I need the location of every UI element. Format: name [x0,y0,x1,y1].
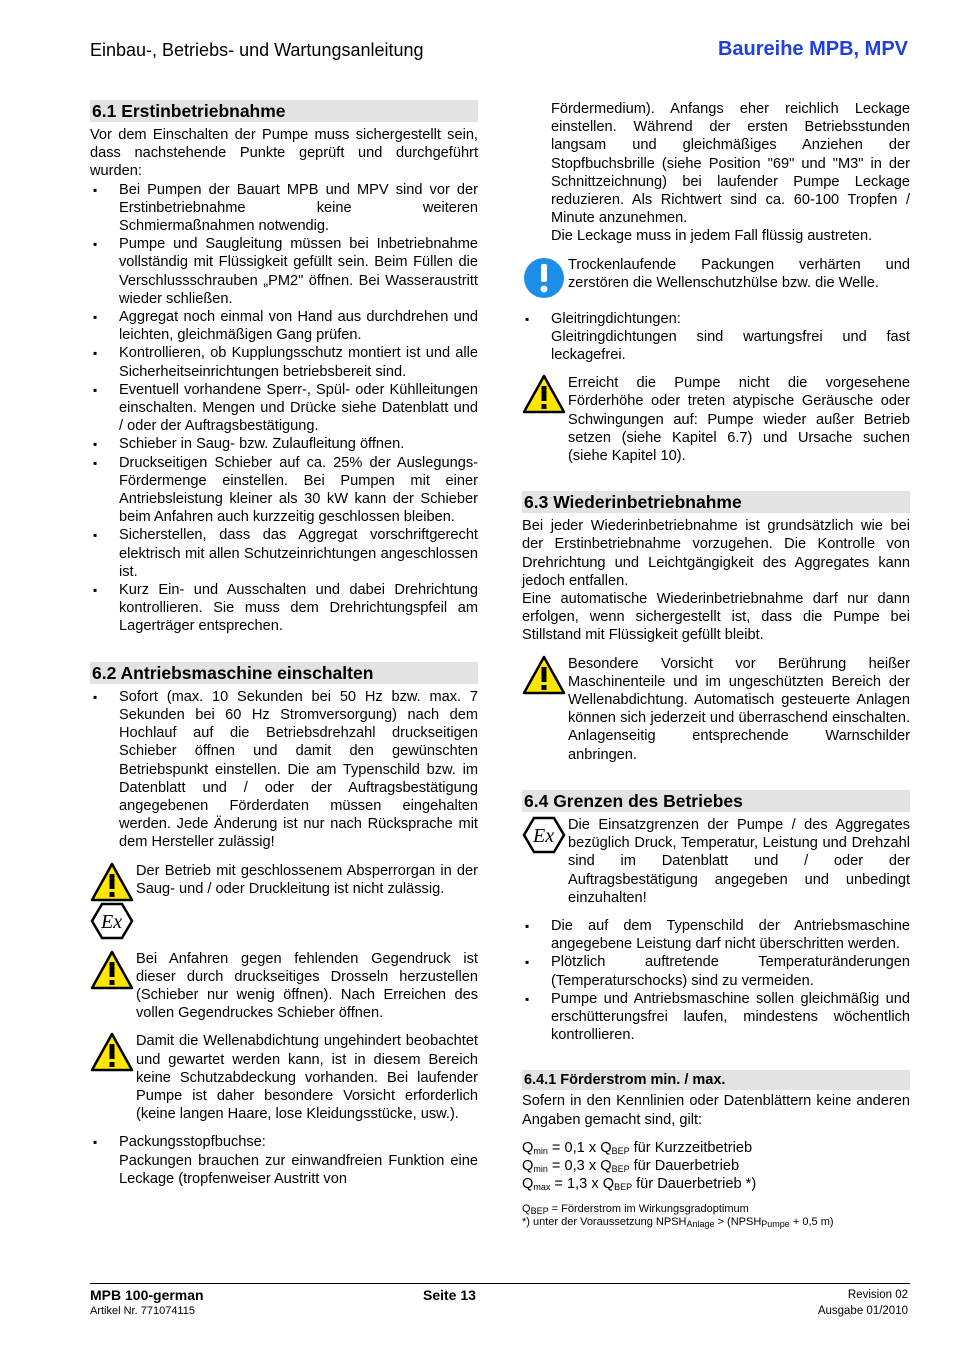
footer-page-number: Seite 13 [423,1287,476,1303]
info-exclamation-icon [522,256,566,300]
list [522,917,910,1044]
list-item: ▪ Bei Pumpen der Bauart MPB und MPV sind vor der Erstinbetriebnahme keine weiteren Schmiermaßnahmen notwendig. [90,181,478,236]
footer-revision: Revision 02 [847,1289,908,1301]
ex-block [522,816,910,907]
warning-block [90,862,478,940]
svg-text:Ex: Ex [533,824,555,847]
list-item: ▪ Schieber in Saug- bzw. Zulaufleitung öffnen. [90,435,478,453]
footer-divider [90,1283,910,1284]
list-item [522,310,910,365]
warning-triangle-icon [90,950,134,990]
list-item: ▪ Kontrollieren, ob Kupplungsschutz montiert ist und alle Sicherheitseinrichtungen betriebsbereit sind. [90,344,478,380]
warning-text: Besondere Vorsicht vor Berührung heißer Maschinenteile und im ungeschützten Bereich der Wellenabdichtung. Automatisch gesteuerte Anlagen können sich jederzeit und überraschend einschalten. Anlagenseitig entsprechende Warnschilder anbringen. [568,655,910,763]
info-text: Trockenlaufende Packungen verhärten und zerstören die Wellenschutzhülse bzw. die Welle. [568,256,910,291]
info-block [522,256,910,300]
left-column [90,100,478,1188]
warning-block [90,1032,478,1123]
list-item: ▪ Pumpe und Antriebsmaschine sollen gleichmäßig und erschütterungsfrei laufen, mindestens wöchentlich kontrollieren. [522,990,910,1045]
formula-qmin-short: $Q_{min} = 0,1$ x $Q_{BEP}$ für Kurzzeitbetrieb [522,1139,753,1156]
continued-text: Fördermedium). Anfangs eher reichlich Leckage einstellen. Während der ersten Betriebsstunden langsam und gleichmäßiges Anziehen der Stopfbuchsbrille (siehe Position "69" und "M3" in der Schnittzeichnung) bei laufender Pumpe Leckage reduzieren. Als Richtwert sind ca. 60-100 Tropfen / Minute anzunehmen. [551,101,910,227]
list-item [90,1133,478,1188]
warning-triangle-icon [522,374,566,414]
list-item: ▪ Pumpe und Saugleitung müssen bei Inbetriebnahme vollständig mit Flüssigkeit gefüllt sein. Beim Füllen die Verschlussschrauben „PM2" öffnen. Bei Wasseraustritt wieder schließen. [90,235,478,308]
warning-block [522,655,910,764]
list [90,1133,478,1188]
warning-text: Bei Anfahren gegen fehlenden Gegendruck ist dieser durch druckseitiges Drosseln herzustellen (Schieber nur wenig öffnen). Nach Erreichen des vollen Gegendruckes Schieber öffnen. [136,950,478,1022]
note-npsh: *) unter der Voraussetzung $NPSH_{Anlage}$ > ($NPSH_{Pumpe} + 0,5$ m) [522,1215,834,1229]
list-item-title: Gleitringdichtungen: [551,310,681,327]
list-item: ▪ Aggregat noch einmal von Hand aus durchdrehen und leichten, gleichmäßigen Gang prüfen. [90,308,478,344]
subsection-title-6-4-1: 6.4.1 Förderstrom min. / max. [522,1070,910,1090]
warning-text: Der Betrieb mit geschlossenem Absperrorgan in der Saug- und / oder Druckleitung ist nicht zulässig. [136,862,478,897]
ex-text: Die Einsatzgrenzen der Pumpe / des Aggregates bezüglich Druck, Temperatur, Leistung und Drehzahl sind im Datenblatt und / oder der Auftragsbestätigung angegeben und unbedingt einzuhalten! [568,816,910,906]
list-item: ▪ Druckseitigen Schieber auf ca. 25% der Auslegungs-Fördermenge einstellen. Bei Pumpen mit einer Antriebsleistung kleiner als 30 kW kann der Schieber beim Anfahren auch kurzzeitig geschlossen bleiben. [90,454,478,527]
list-item-title: Packungsstopfbuchse: [119,1134,266,1151]
svg-text:Ex: Ex [101,910,123,933]
warning-triangle-icon [90,1032,134,1072]
footer-document: MPB 100-german [90,1287,204,1303]
section-intro: Vor dem Einschalten der Pumpe muss sichergestellt sein, dass nachstehende Punkte geprüft und durchgeführt wurden: [90,127,478,180]
ex-explosion-icon [522,816,566,854]
footer-edition: Ausgabe 01/2010 [817,1305,908,1317]
list-item: ▪ Die auf dem Typenschild der Antriebsmaschine angegebene Leistung darf nicht überschritten werden. [522,917,910,953]
paragraph: Eine automatische Wiederinbetriebnahme darf nur dann erfolgen, wenn sichergestellt ist, dass die Pumpe bei Stillstand mit Flüssigkeit gefüllt bleibt. [522,591,910,644]
list-item-text: Gleitringdichtungen sind wartungsfrei und fast leckagefrei. [551,328,910,364]
header-series: Baureihe MPB, MPV [717,38,908,60]
paragraph: Sofern in den Kennlinien oder Datenblättern keine anderen Angaben gemacht sind, gilt: [522,1093,910,1128]
continued-text-2: Die Leckage muss in jedem Fall flüssig austreten. [551,228,873,245]
warning-text: Erreicht die Pumpe nicht die vorgesehene Förderhöhe oder treten atypische Geräusche oder Schwingungen auf: Pumpe wieder außer Betrieb setzen (siehe Kapitel 6.7) und Ursache suchen (siehe Kapitel 10). [568,375,910,465]
list-item-text: Packungen brauchen zur einwandfreien Funktion eine Leckage (tropfenweiser Austritt von [119,1152,478,1187]
footer-article: Artikel Nr. 771074115 [90,1305,195,1317]
list-item: ▪ Eventuell vorhandene Sperr-, Spül- oder Kühlleitungen einschalten. Mengen und Drücke siehe Datenblatt und / oder der Auftragsbestätigung. [90,381,478,436]
list-item: ▪ Kurz Ein- und Ausschalten und dabei Drehrichtung kontrollieren. Sie muss dem Drehrichtungspfeil am Lagerträger entsprechen. [90,581,478,636]
warning-block [522,374,910,465]
warning-text: Damit die Wellenabdichtung ungehindert beobachtet und gewartet werden kann, ist in diesem Bereich keine Schutzabdeckung vorhanden. Bei laufender Pumpe ist daher besondere Vorsicht erforderlich (keine langen Haare, lose Kleidungsstücke, usw.). [136,1033,478,1123]
paragraph: Bei jeder Wiederinbetriebnahme ist grundsätzlich wie bei der Erstinbetriebnahme vorzugehen. Die Kontrolle von Drehrichtung und Leichtgängigkeit des Aggregates kann jedoch entfallen. [522,518,910,589]
warning-triangle-icon [522,655,566,695]
checklist [90,181,478,636]
list [90,688,478,852]
right-column [522,100,910,1229]
ex-explosion-icon [90,902,134,940]
list [522,310,910,365]
list-item: ▪ Plötzlich auftretende Temperaturänderungen (Temperaturschocks) sind zu vermeiden. [522,953,910,989]
warning-block [90,950,478,1023]
section-title-6-2: 6.2 Antriebsmaschine einschalten [90,662,478,684]
header-title: Einbau-, Betriebs- und Wartungsanleitung [90,40,424,60]
note-qbep: $Q_{BEP}$ = Förderstrom im Wirkungsgradoptimum [522,1202,749,1216]
section-title-6-1: 6.1 Erstinbetriebnahme [90,100,478,122]
section-title-6-3: 6.3 Wiederinbetriebnahme [522,491,910,513]
formula-qmin-cont: $Q_{min} = 0,3$ x $Q_{BEP}$ für Dauerbetrieb [522,1157,740,1174]
warning-triangle-icon [90,862,134,902]
formula-qmax-cont: $Q_{max} = 1,3$ x $Q_{BEP}$ für Dauerbetrieb *) [522,1175,757,1192]
section-title-6-4: 6.4 Grenzen des Betriebes [522,790,910,812]
list-item: ▪ Sicherstellen, dass das Aggregat vorschriftgerecht elektrisch mit allen Schutzeinrichtungen angeschlossen ist. [90,526,478,581]
list-item: ▪ Sofort (max. 10 Sekunden bei 50 Hz bzw. max. 7 Sekunden bei 60 Hz Stromversorgung) nach dem Hochlauf auf die Betriebsdrehzahl druckseitigen Schieber öffnen und damit den gewünschten Betriebspunkt einstellen. Die am Typenschild bzw. im Datenblatt und / oder der Auftragsbestätigung angegebenen Förderdaten müssen eingehalten werden. Jede Änderung ist nur nach Rücksprache mit dem Hersteller zulässig! [90,688,478,852]
